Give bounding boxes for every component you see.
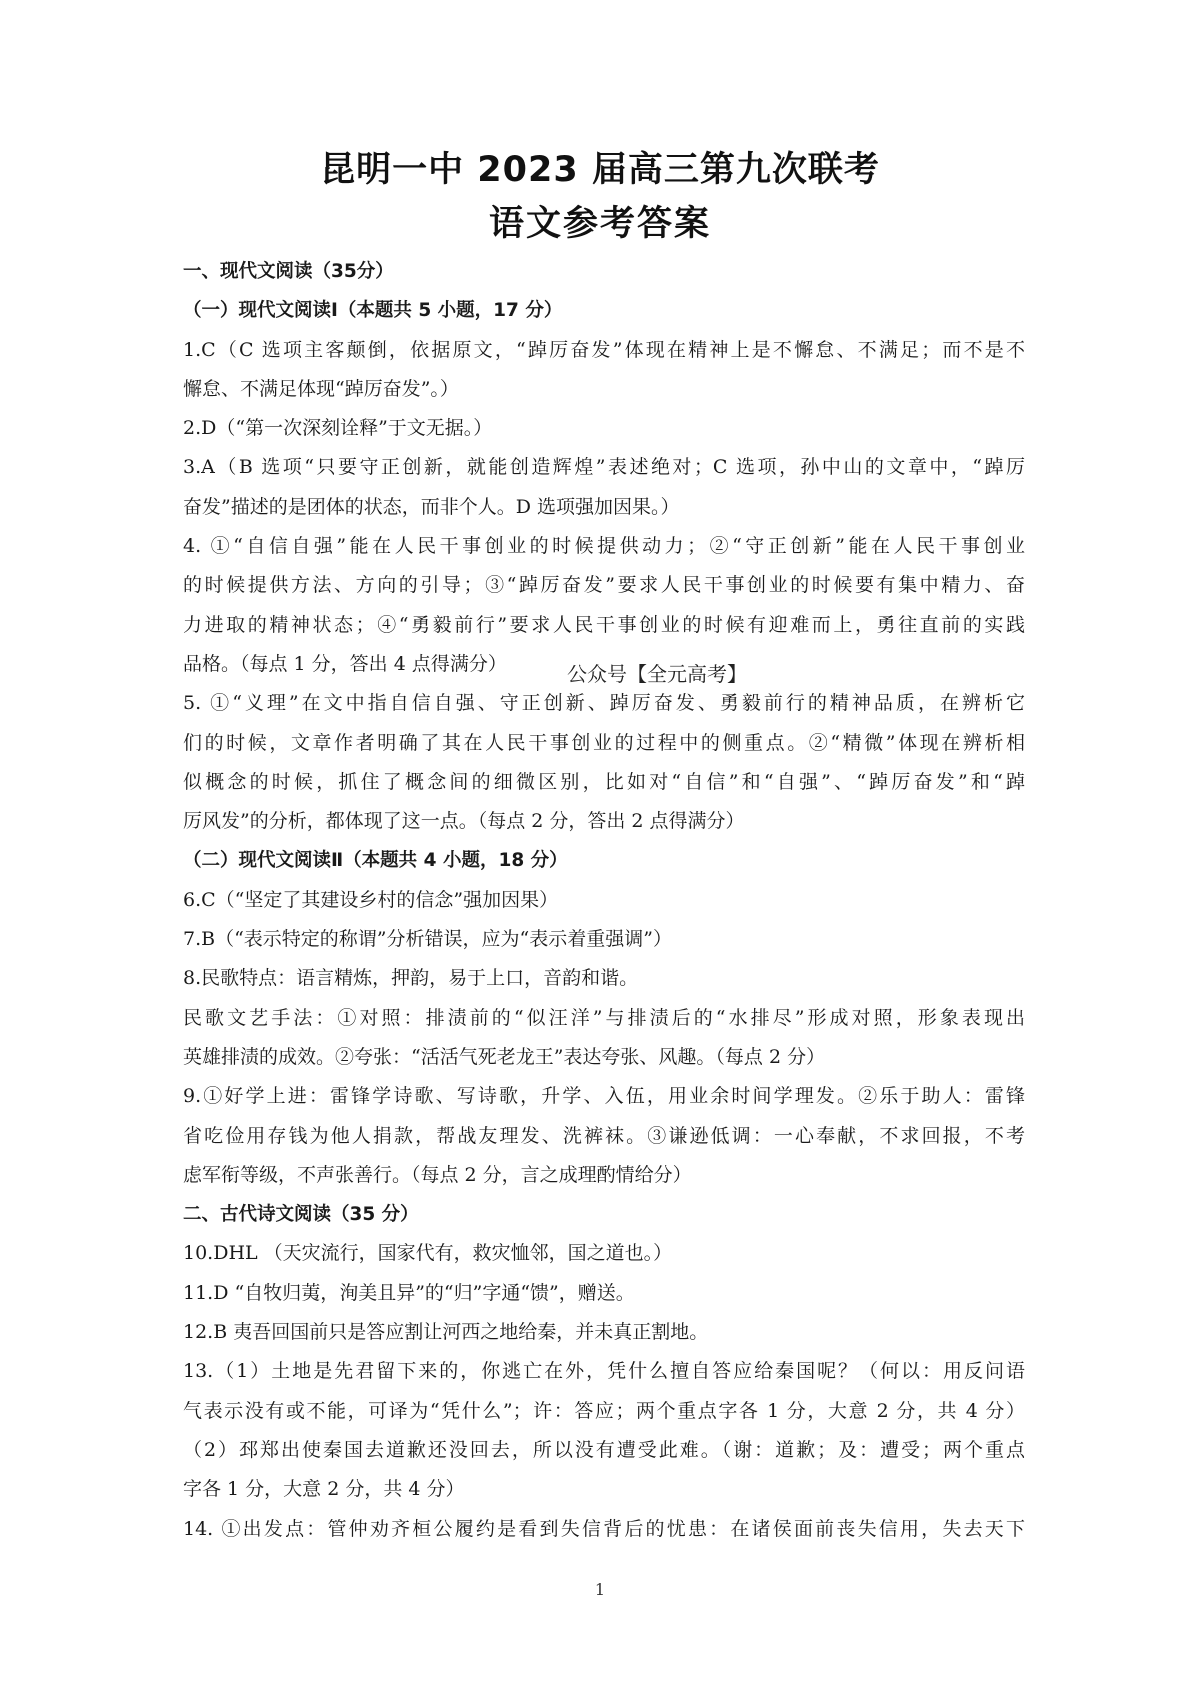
- document-title: 昆明一中 2023 届高三第九次联考: [320, 150, 880, 190]
- answer-line: 力进取的精神状态；④“勇毅前行”要求人民干事创业的时候有迎难而上，勇往直前的实践: [183, 613, 1025, 636]
- answer-line: 12.B 夷吾回国前只是答应割让河西之地给秦，并未真正割地。: [183, 1321, 709, 1344]
- answer-line: 9.①好学上进：雷锋学诗歌、写诗歌，升学、入伍，用业余时间学理发。②乐于助人：雷锋: [183, 1085, 1025, 1108]
- answer-line: 民歌文艺手法：①对照：排渍前的“似汪洋”与排渍后的“水排尽”形成对照，形象表现出: [183, 1006, 1025, 1029]
- answer-line: 14. ①出发点：管仲劝齐桓公履约是看到失信背后的忧患：在诸侯面前丧失信用，失去天下: [183, 1517, 1025, 1540]
- answer-line: 省吃俭用存钱为他人捐款，帮战友理发、洗裤袜。③谦逊低调：一心奉献，不求回报，不考: [183, 1124, 1025, 1147]
- document-subtitle: 语文参考答案: [488, 204, 711, 244]
- answer-line: 厉风发”的分析，都体现了这一点。（每点 2 分，答出 2 点得满分）: [183, 810, 745, 833]
- answer-line: 2.D（“第一次深刻诠释”于文无据。）: [183, 417, 493, 440]
- answer-body: [183, 252, 1025, 1549]
- answer-line: 3.A（B 选项“只要守正创新，就能创造辉煌”表述绝对；C 选项，孙中山的文章中，“踔厉: [183, 456, 1025, 479]
- answer-line: 10.DHL （天灾流行，国家代有，救灾恤邻，国之道也。）: [183, 1242, 673, 1265]
- answer-line: 1.C（C 选项主客颠倒，依据原文，“踔厉奋发”体现在精神上是不懈怠、不满足；而不是不: [183, 338, 1025, 361]
- answer-line: 似概念的时候，抓住了概念间的细微区别，比如对“自信”和“自强”、“踔厉奋发”和“踔: [183, 770, 1025, 793]
- answer-line: （2）邳郑出使秦国去道歉还没回去，所以没有遭受此难。（谢：道歉；及：遭受；两个重点: [183, 1438, 1025, 1461]
- answer-line: 的时候提供方法、方向的引导；③“踔厉奋发”要求人民干事创业的时候要有集中精力、奋: [183, 574, 1025, 597]
- answer-line: 11.D “自牧归荑，洵美且异”的“归”字通“馈”，赠送。: [183, 1281, 635, 1304]
- answer-line: 5. ①“义理”在文中指自信自强、守正创新、踔厉奋发、勇毅前行的精神品质，在辨析它: [183, 692, 1025, 715]
- section-heading: 一、现代文阅读（35分）: [183, 261, 394, 282]
- answer-line: 气表示没有或不能，可译为“凭什么”；许：答应；两个重点字各 1 分，大意 2 分，共 4 分）: [183, 1399, 1025, 1422]
- watermark-text: 公众号【全元高考】: [563, 658, 751, 687]
- answer-line: 字各 1 分，大意 2 分，共 4 分）: [183, 1478, 465, 1501]
- answer-line: 品格。（每点 1 分，答出 4 点得满分）: [183, 652, 507, 675]
- answer-line: 6.C（“坚定了其建设乡村的信念”强加因果）: [183, 888, 559, 911]
- answer-line: 懈怠、不满足体现“踔厉奋发”。）: [183, 377, 459, 400]
- page-number: 1: [594, 1580, 606, 1599]
- section-heading: （二）现代文阅读Ⅱ（本题共 4 小题，18 分）: [183, 850, 568, 872]
- answer-line: 7.B（“表示特定的称谓”分析错误，应为“表示着重强调”）: [183, 928, 672, 951]
- answer-line: 奋发”描述的是团体的状态，而非个人。D 选项强加因果。）: [183, 495, 680, 518]
- answer-line: 们的时候，文章作者明确了其在人民干事创业的过程中的侧重点。②“精微”体现在辨析相: [183, 731, 1025, 754]
- answer-line: 英雄排渍的成效。②夸张：“活活气死老龙王”表达夸张、风趣。（每点 2 分）: [183, 1045, 826, 1068]
- section-heading: （一）现代文阅读Ⅰ（本题共 5 小题，17 分）: [183, 300, 563, 322]
- answer-line: 8.民歌特点：语言精炼，押韵，易于上口，音韵和谐。: [183, 967, 639, 990]
- answer-line: 虑军衔等级，不声张善行。（每点 2 分，言之成理酌情给分）: [183, 1163, 692, 1186]
- section-heading: 二、古代诗文阅读（35 分）: [183, 1204, 419, 1226]
- answer-line: 13.（1）土地是先君留下来的，你逃亡在外，凭什么擅自答应给秦国呢？（何以：用反问语: [183, 1360, 1025, 1383]
- answer-line: 4. ①“自信自强”能在人民干事创业的时候提供动力；②“守正创新”能在人民干事创业: [183, 535, 1025, 558]
